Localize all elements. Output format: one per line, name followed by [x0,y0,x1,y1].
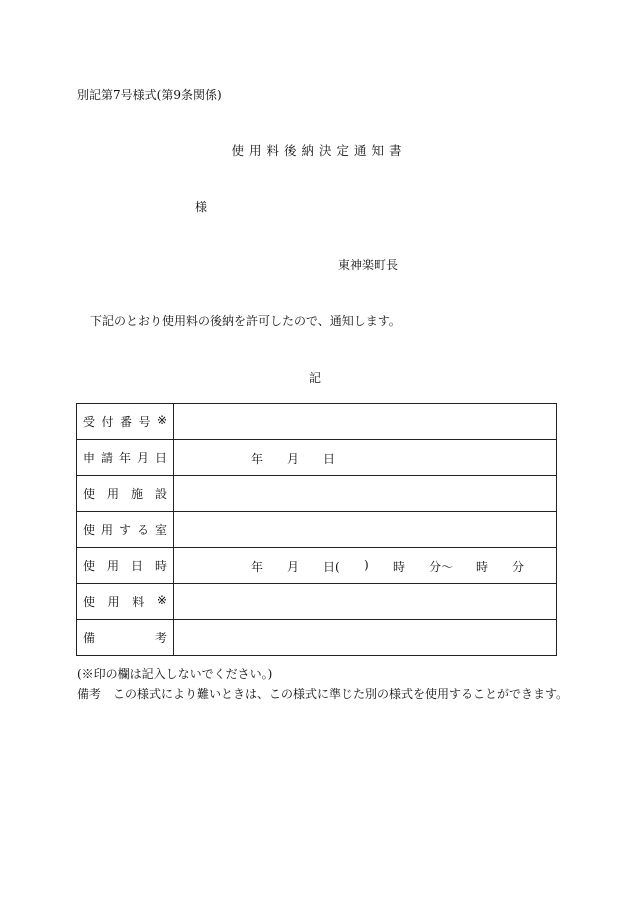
year-unit: 年 [251,452,264,466]
label-char: 時 [154,559,167,573]
label-receipt-number [77,404,174,440]
label-char: ※ [156,413,167,427]
label-char: 日 [130,559,143,573]
label-facility [77,476,174,512]
row-remarks [77,620,557,656]
body-text: 下記のとおり使用料の後納を許可したので、通知します。 [90,314,401,328]
label-char: 用 [100,523,113,537]
field-fee[interactable] [174,584,557,620]
field-application-date[interactable] [174,440,557,476]
row-usage-datetime [77,548,557,584]
field-usage-datetime[interactable] [174,548,557,584]
label-room [77,512,174,548]
issuer-name: 東神楽町長 [338,258,399,272]
field-room[interactable] [174,512,557,548]
ki-label: 記 [308,371,321,385]
label-char: 用 [106,487,119,501]
label-char: 番 [119,415,132,429]
label-char: 料 [132,595,145,609]
hour-unit: 時 [393,560,406,574]
day-unit: 日 [323,452,336,466]
label-char: 申 [83,451,96,465]
label-char: 使 [83,523,96,537]
label-char: る [136,523,149,537]
label-char: 月 [136,451,149,465]
minute-to-unit: 分 [512,560,525,574]
field-remarks[interactable] [174,620,557,656]
hour-to-unit: 時 [476,560,489,574]
label-char: 室 [154,523,167,537]
note-remarks: 備考 この様式により難いときは、この様式に準じた別の様式を使用することができます。 [77,687,569,701]
label-char: 設 [154,487,167,501]
label-char: 備 [83,631,96,645]
label-char: 受 [83,415,96,429]
field-receipt-number[interactable] [174,404,557,440]
label-remarks [77,620,174,656]
label-char: 日 [154,451,167,465]
year-unit: 年 [251,560,264,574]
form-table [76,403,557,656]
label-application-date [77,440,174,476]
close-paren: ) [364,558,369,572]
label-char: 号 [138,415,151,429]
row-application-date [77,440,557,476]
row-fee [77,584,557,620]
row-facility [77,476,557,512]
label-char: 請 [100,451,113,465]
label-fee [77,584,174,620]
addressee-suffix: 様 [195,200,208,214]
label-char: す [118,523,131,537]
label-char: 付 [101,415,114,429]
month-unit: 月 [287,452,300,466]
label-char: 用 [107,595,120,609]
label-usage-datetime [77,548,174,584]
label-char: 用 [106,559,119,573]
month-unit: 月 [287,560,300,574]
label-char: 使 [83,487,96,501]
label-char: 使 [83,559,96,573]
row-receipt-number [77,404,557,440]
label-char: ※ [156,593,167,607]
label-char: 考 [154,631,167,645]
document-title: 使用料後納決定通知書 [231,143,407,158]
day-open-paren: 日( [323,560,340,574]
label-char: 施 [130,487,143,501]
form-reference: 別記第7号様式(第9条関係) [77,88,222,102]
minute-from-unit: 分〜 [429,560,454,574]
note-asterisk: (※印の欄は記入しないでください。) [77,667,273,681]
label-char: 年 [118,451,131,465]
row-room [77,512,557,548]
label-char: 使 [83,595,96,609]
field-facility[interactable] [174,476,557,512]
